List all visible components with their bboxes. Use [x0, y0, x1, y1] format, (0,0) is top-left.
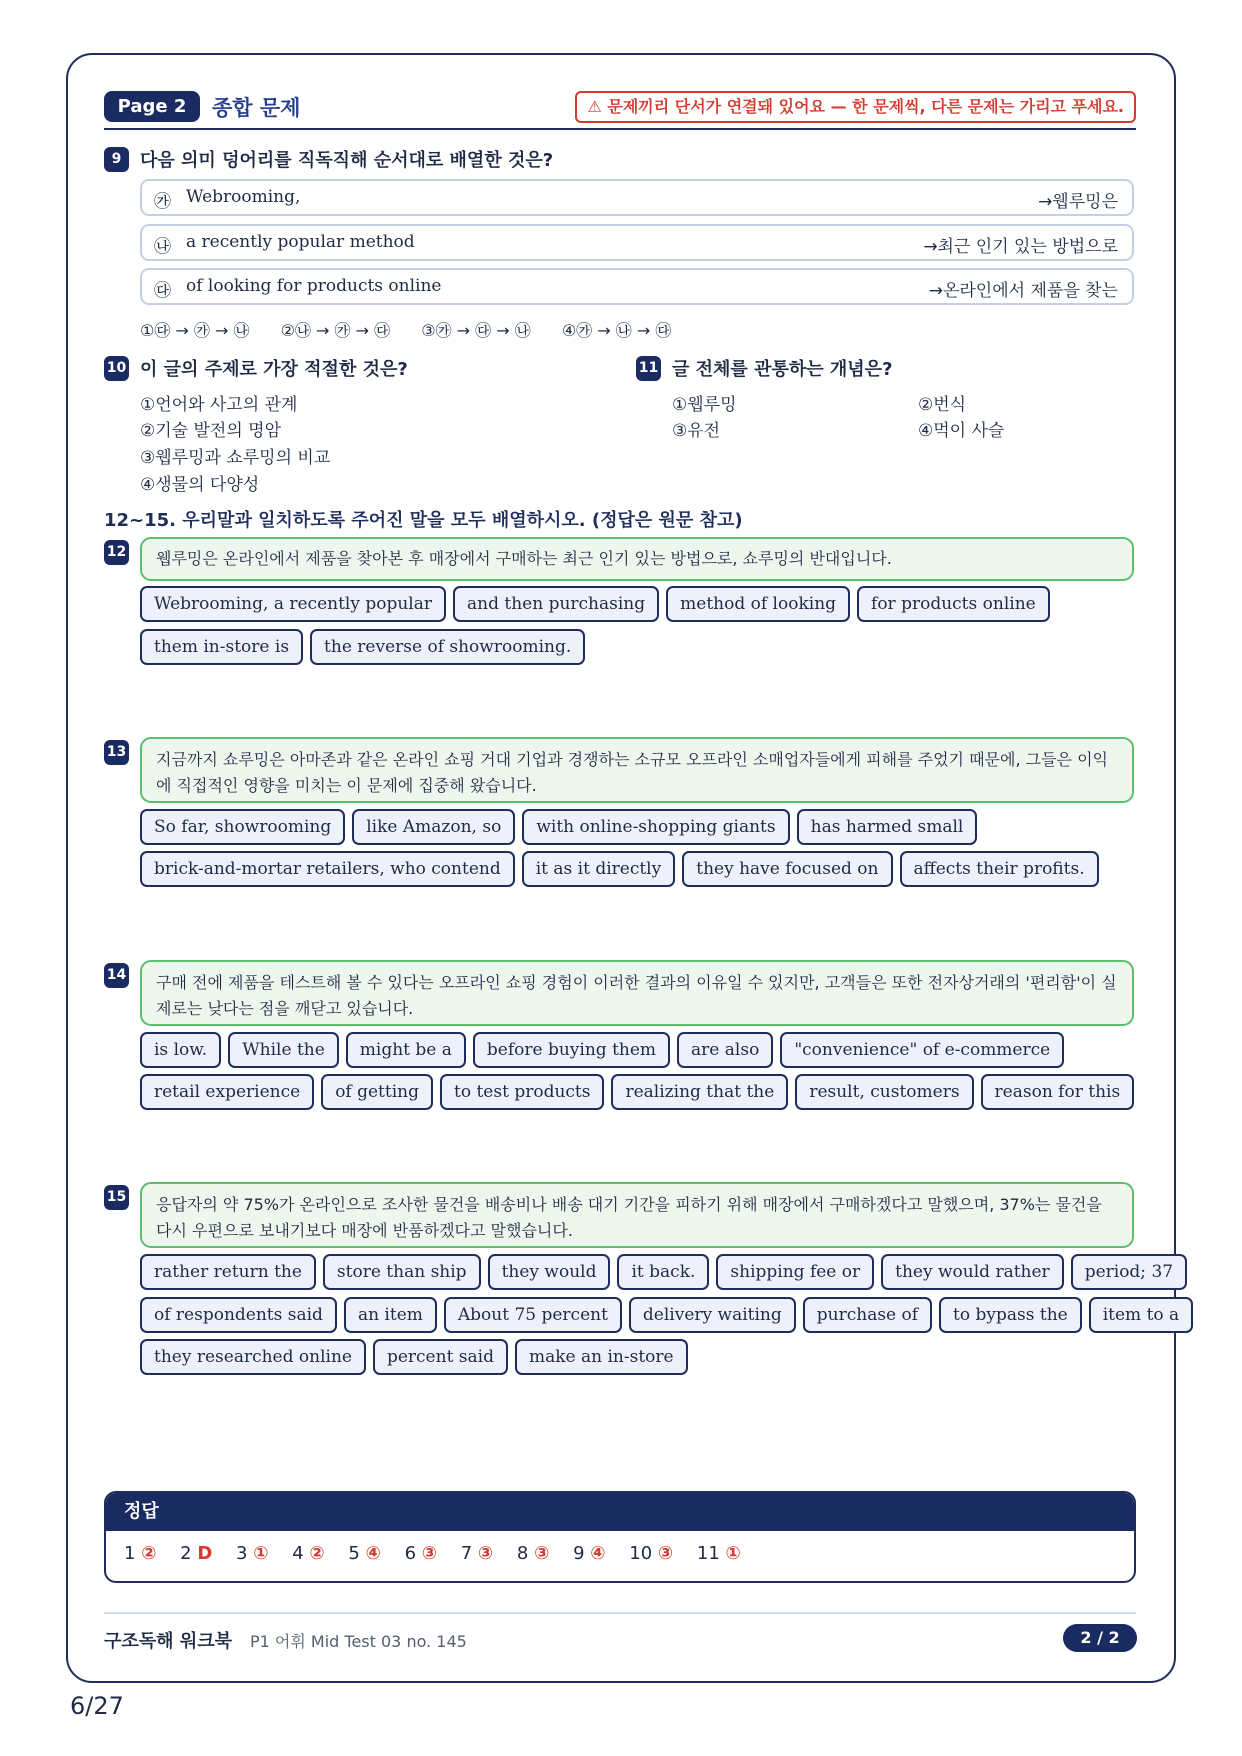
answer-number: 6 [404, 1543, 417, 1564]
answer-value: ③ [421, 1543, 437, 1564]
korean-sentence-box: 응답자의 약 75%가 온라인으로 조사한 물건을 배송비나 배송 대기 기간을 피하기 위해 매장에서 구매하겠다고 말했으며, 37%는 물건을 다시 우편으로 보내기보다 매장에 반품하겠다고 말했습니다. [140, 1182, 1134, 1248]
word-tile[interactable]: they researched online [140, 1339, 366, 1375]
word-tile[interactable]: of getting [321, 1074, 433, 1110]
choice-option[interactable]: ②기술 발전의 명암 [140, 421, 282, 441]
word-tile[interactable]: reason for this [981, 1074, 1135, 1110]
word-tile-row [140, 1032, 1064, 1068]
answer-number: 3 [236, 1543, 248, 1564]
question-9-choices [140, 318, 697, 341]
question-10-text: 이 글의 주제로 가장 적절한 것은? [140, 359, 408, 380]
answer-value: ① [253, 1543, 269, 1564]
answer-value: ② [309, 1543, 325, 1564]
word-tile[interactable]: brick-and-mortar retailers, who contend [140, 851, 515, 887]
word-tile[interactable]: retail experience [140, 1074, 314, 1110]
word-tile[interactable]: realizing that the [611, 1074, 788, 1110]
word-tile[interactable]: might be a [346, 1032, 466, 1068]
answer-number: 7 [460, 1543, 473, 1564]
word-tile[interactable]: result, customers [795, 1074, 973, 1110]
word-tile[interactable]: has harmed small [797, 809, 978, 845]
word-tile[interactable]: item to a [1089, 1297, 1193, 1333]
answer-value: ④ [590, 1543, 606, 1564]
word-tile-row [140, 1254, 1187, 1290]
word-tile-row [140, 1074, 1134, 1110]
word-tile[interactable]: it back. [617, 1254, 709, 1290]
choice-option[interactable]: ②㉯ → ㉮ → ㉰ [280, 321, 391, 340]
answer-item [124, 1543, 156, 1564]
warning-banner: ⚠ 문제끼리 단서가 연결돼 있어요 — 한 문제씩, 다른 문제는 가리고 푸세요. [575, 91, 1136, 123]
choice-option[interactable]: ①언어와 사고의 관계 [140, 395, 298, 415]
chunk-marker: ㉯ [154, 237, 171, 257]
answer-key-title: 정답 [106, 1493, 1134, 1531]
word-tile[interactable]: While the [228, 1032, 339, 1068]
chunk-english: a recently popular method [186, 232, 415, 252]
word-tile[interactable]: like Amazon, so [352, 809, 515, 845]
answer-item [405, 1543, 437, 1564]
answer-value: ② [141, 1543, 157, 1564]
question-9-text: 다음 의미 덩어리를 직독직해 순서대로 배열한 것은? [140, 150, 554, 171]
word-tile[interactable]: are also [677, 1032, 773, 1068]
choice-option[interactable]: ③㉮ → ㉰ → ㉯ [421, 321, 531, 340]
answer-value: ④ [365, 1543, 381, 1564]
choice-option[interactable]: ④먹이 사슬 [918, 421, 1005, 441]
choice-option[interactable]: ③웹루밍과 쇼루밍의 비교 [140, 448, 331, 468]
word-tile[interactable]: Webrooming, a recently popular [140, 586, 446, 622]
answer-item [236, 1543, 268, 1564]
chunk-english: of looking for products online [186, 276, 442, 296]
word-tile[interactable]: is low. [140, 1032, 221, 1068]
question-number-12: 12 [104, 540, 129, 565]
answer-item [629, 1543, 673, 1564]
word-tile-row [140, 1339, 688, 1375]
meaning-chunk [140, 224, 1134, 261]
answer-number: 11 [696, 1543, 720, 1564]
word-tile[interactable]: method of looking [666, 586, 850, 622]
word-tile-row [140, 1297, 1193, 1333]
answer-value: ③ [477, 1543, 494, 1564]
answer-number: 1 [124, 1543, 136, 1564]
word-tile[interactable]: it as it directly [522, 851, 676, 887]
chunk-korean: →웹루밍은 [1038, 192, 1118, 212]
page-label-badge: Page 2 [104, 91, 200, 122]
word-tile[interactable]: make an in-store [515, 1339, 688, 1375]
footer-source: P1 어휘 Mid Test 03 no. 145 [250, 1632, 467, 1651]
word-tile[interactable]: for products online [857, 586, 1050, 622]
word-tile[interactable]: store than ship [323, 1254, 481, 1290]
meaning-chunk [140, 268, 1134, 305]
footer-brand: 구조독해 워크북 [104, 1631, 232, 1652]
korean-sentence-box: 구매 전에 제품을 테스트해 볼 수 있다는 오프라인 쇼핑 경험이 이러한 결과의 이유일 수 있지만, 고객들은 또한 전자상거래의 '편리함'이 실제로는 낮다는 점을 깨닫고 있습니다. [140, 960, 1134, 1026]
answer-item [573, 1543, 605, 1564]
question-number-15: 15 [104, 1185, 129, 1210]
answer-item [292, 1543, 324, 1564]
word-tile[interactable]: and then purchasing [453, 586, 659, 622]
korean-sentence-box: 지금까지 쇼루밍은 아마존과 같은 온라인 쇼핑 거대 기업과 경쟁하는 소규모 오프라인 소매업자들에게 피해를 주었기 때문에, 그들은 이익에 직접적인 영향을 미치는 이 문제에 집중해 왔습니다. [140, 737, 1134, 803]
word-tile[interactable]: purchase of [803, 1297, 932, 1333]
page-header [104, 90, 1136, 130]
word-tile[interactable]: delivery waiting [629, 1297, 796, 1333]
answer-item [348, 1543, 380, 1564]
word-tile[interactable]: they would [488, 1254, 611, 1290]
answer-number: 10 [629, 1543, 653, 1564]
choice-option[interactable]: ④㉮ → ㉯ → ㉰ [561, 321, 672, 340]
question-number-10: 10 [104, 356, 129, 381]
answer-key-panel [104, 1491, 1136, 1583]
word-tile[interactable]: affects their profits. [900, 851, 1099, 887]
answer-value: D [197, 1543, 213, 1564]
question-number-13: 13 [104, 740, 129, 765]
question-number-11: 11 [636, 356, 661, 381]
answer-number: 8 [516, 1543, 529, 1564]
word-tile[interactable]: of respondents said [140, 1297, 337, 1333]
document-page-counter: 6/27 [70, 1692, 124, 1720]
footer-divider [104, 1612, 1136, 1614]
choice-option[interactable]: ③유전 [672, 421, 721, 441]
choice-option[interactable]: ④생물의 다양성 [140, 475, 260, 495]
word-tile-row [140, 851, 1099, 887]
section-instruction: 12~15. 우리말과 일치하도록 주어진 말을 모두 배열하시오. (정답은 원문 참고) [104, 510, 743, 531]
answer-value: ③ [534, 1543, 550, 1564]
question-11-text: 글 전체를 관통하는 개념은? [672, 359, 893, 380]
chunk-english: Webrooming, [186, 187, 301, 207]
answer-value: ③ [657, 1543, 674, 1564]
word-tile-row [140, 809, 977, 845]
word-tile[interactable]: to test products [440, 1074, 604, 1110]
word-tile[interactable]: before buying them [473, 1032, 670, 1068]
word-tile-row [140, 629, 585, 665]
answer-item [517, 1543, 549, 1564]
korean-sentence-box: 웹루밍은 온라인에서 제품을 찾아본 후 매장에서 구매하는 최근 인기 있는 방법으로, 쇼루밍의 반대입니다. [140, 537, 1134, 581]
word-tile[interactable]: About 75 percent [444, 1297, 622, 1333]
choice-option[interactable]: ①웹루밍 [672, 395, 737, 415]
word-tile[interactable]: shipping fee or [716, 1254, 874, 1290]
answer-value: ① [725, 1543, 741, 1564]
question-number-14: 14 [104, 963, 129, 988]
choice-option[interactable]: ①㉰ → ㉮ → ㉯ [140, 321, 250, 340]
word-tile[interactable]: with online-shopping giants [522, 809, 789, 845]
word-tile[interactable]: them in-store is [140, 629, 303, 665]
word-tile[interactable]: they would rather [881, 1254, 1064, 1290]
answer-key-list [124, 1543, 759, 1564]
answer-number: 4 [292, 1543, 304, 1564]
chunk-korean: →온라인에서 제품을 찾는 [928, 281, 1118, 301]
word-tile[interactable]: rather return the [140, 1254, 316, 1290]
word-tile[interactable]: period; 37 [1071, 1254, 1187, 1290]
word-tile[interactable]: percent said [373, 1339, 508, 1375]
word-tile[interactable]: to bypass the [939, 1297, 1082, 1333]
answer-number: 9 [573, 1543, 585, 1564]
word-tile[interactable]: the reverse of showrooming. [310, 629, 585, 665]
meaning-chunk [140, 179, 1134, 216]
question-number-9: 9 [104, 147, 129, 172]
choice-option[interactable]: ②번식 [918, 395, 967, 415]
answer-number: 2 [180, 1543, 192, 1564]
answer-item [697, 1543, 741, 1564]
word-tile[interactable]: an item [344, 1297, 437, 1333]
chunk-marker: ㉮ [154, 192, 171, 212]
chunk-marker: ㉰ [154, 281, 171, 301]
answer-number: 5 [348, 1543, 360, 1564]
word-tile[interactable]: "convenience" of e-commerce [780, 1032, 1064, 1068]
chunk-korean: →최근 인기 있는 방법으로 [923, 237, 1118, 257]
word-tile[interactable]: they have focused on [682, 851, 892, 887]
answer-item [180, 1543, 212, 1564]
page-indicator-pill: 2 / 2 [1063, 1624, 1137, 1652]
answer-item [461, 1543, 493, 1564]
word-tile-row [140, 586, 1050, 622]
word-tile[interactable]: So far, showrooming [140, 809, 345, 845]
page-title: 종합 문제 [212, 96, 301, 120]
